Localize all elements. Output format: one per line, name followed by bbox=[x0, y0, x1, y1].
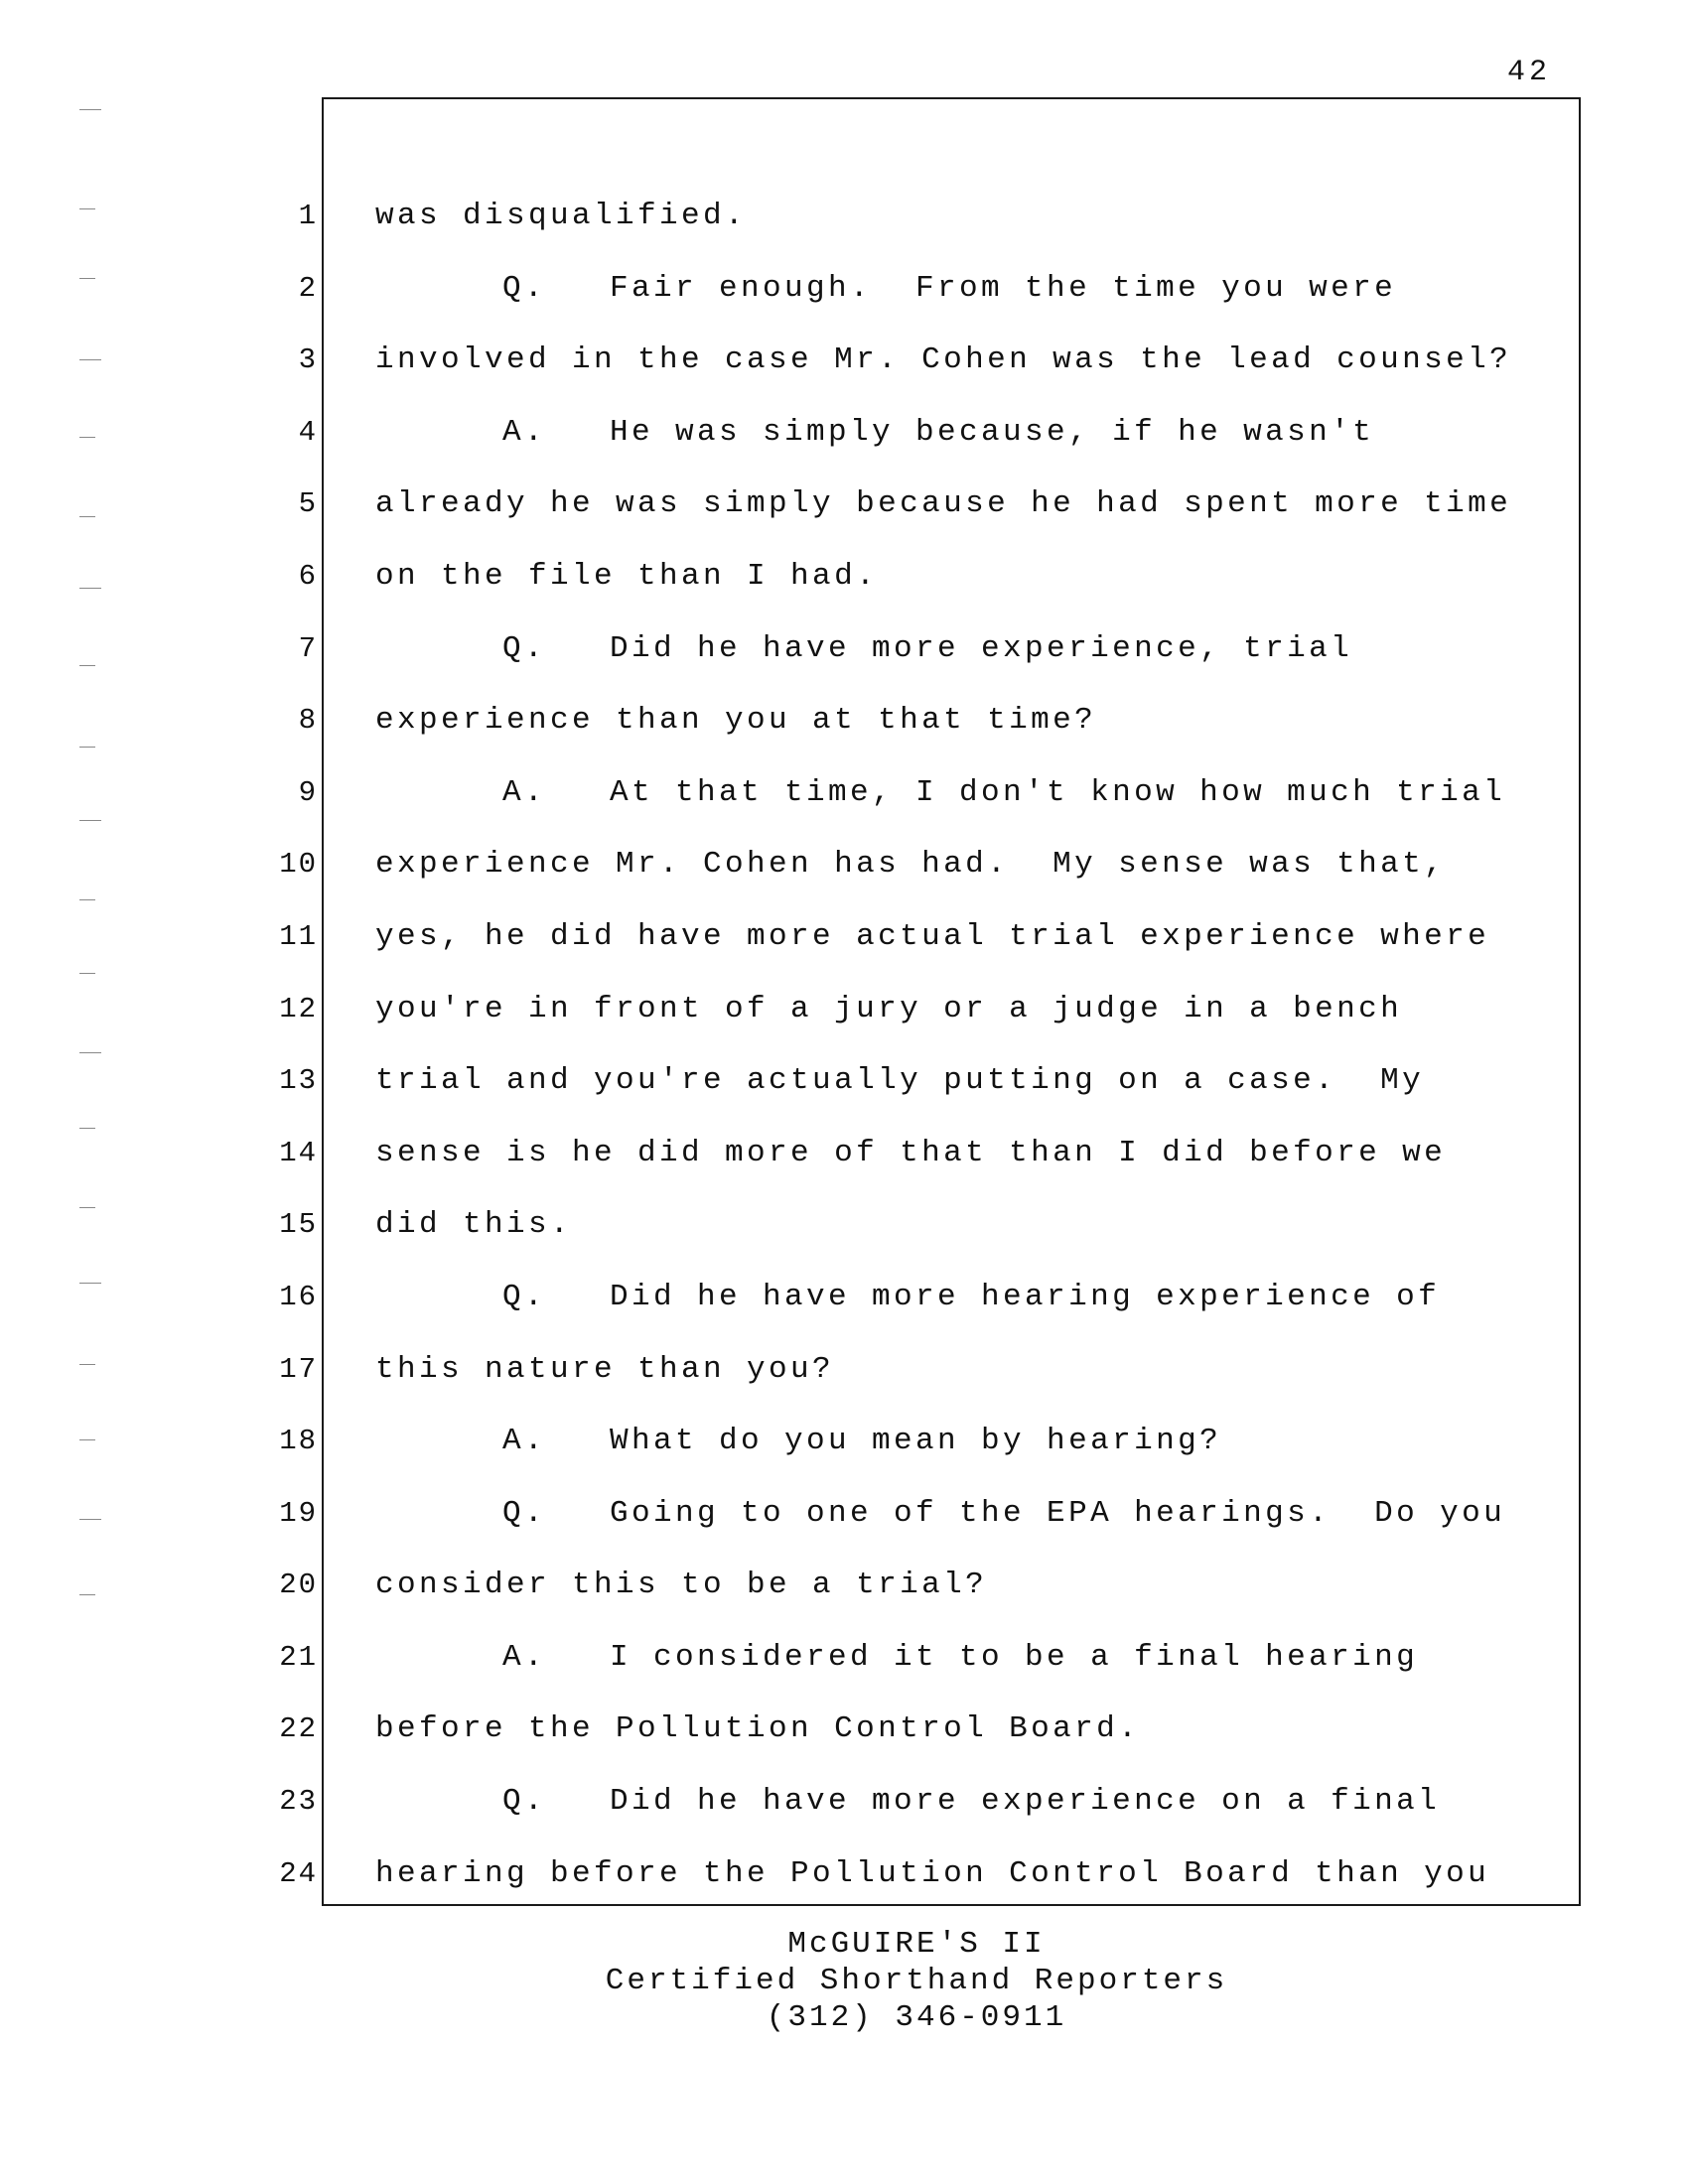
answer-marker: A. bbox=[502, 774, 547, 810]
line-number: 19 bbox=[279, 1496, 318, 1530]
transcript-text: before the Pollution Control Board. bbox=[375, 1711, 1141, 1747]
transcript-line bbox=[375, 1839, 1567, 1911]
transcript-text: yes, he did have more actual trial experience where bbox=[375, 918, 1490, 954]
scan-mark bbox=[79, 1207, 95, 1208]
transcript-text: Did he have more experience on a final bbox=[610, 1784, 1441, 1820]
transcript-line bbox=[375, 1189, 1567, 1262]
answer-marker: A. bbox=[502, 1424, 547, 1459]
transcript-text: Going to one of the EPA hearings. Do you bbox=[610, 1495, 1506, 1531]
reporter-subtitle: Certified Shorthand Reporters bbox=[605, 1964, 1228, 1998]
transcript-text: He was simply because, if he wasn't bbox=[610, 414, 1375, 450]
line-number: 12 bbox=[279, 992, 318, 1025]
transcript-line bbox=[375, 541, 1567, 614]
transcript-text: you're in front of a jury or a judge in a bench bbox=[375, 991, 1403, 1026]
scan-mark bbox=[79, 109, 101, 110]
line-number: 16 bbox=[279, 1280, 318, 1313]
line-number: 2 bbox=[298, 271, 318, 305]
answer-marker: A. bbox=[502, 414, 547, 450]
scan-mark bbox=[79, 1364, 95, 1365]
line-number: 1 bbox=[298, 200, 318, 232]
scan-mark bbox=[79, 973, 95, 974]
transcript-text: At that time, I don't know how much trial bbox=[610, 774, 1506, 810]
transcript-line bbox=[375, 1262, 1567, 1334]
scan-mark bbox=[79, 665, 95, 666]
line-number: 23 bbox=[279, 1785, 318, 1819]
scan-mark bbox=[79, 899, 95, 900]
transcript-line bbox=[375, 901, 1567, 974]
transcript-text: consider this to be a trial? bbox=[375, 1568, 988, 1603]
line-number: 17 bbox=[279, 1352, 318, 1386]
line-number: 3 bbox=[298, 343, 318, 377]
transcript-line bbox=[375, 829, 1567, 901]
transcript-line bbox=[375, 1406, 1567, 1478]
line-number: 6 bbox=[298, 559, 318, 593]
question-marker: Q. bbox=[502, 1495, 547, 1531]
transcript-text: I considered it to be a final hearing bbox=[610, 1639, 1419, 1675]
transcript-line bbox=[375, 397, 1567, 470]
line-number: 13 bbox=[279, 1064, 318, 1098]
transcript-line bbox=[375, 1694, 1567, 1766]
transcript-text: experience than you at that time? bbox=[375, 703, 1097, 739]
transcript-line bbox=[375, 1478, 1567, 1551]
reporter-company: McGUIRE'S II bbox=[787, 1927, 1046, 1962]
scan-mark bbox=[79, 278, 95, 279]
line-number: 20 bbox=[279, 1569, 318, 1602]
line-number: 22 bbox=[279, 1712, 318, 1746]
answer-marker: A. bbox=[502, 1639, 547, 1675]
transcript-line bbox=[375, 1045, 1567, 1118]
question-marker: Q. bbox=[502, 270, 547, 306]
transcript-text: this nature than you? bbox=[375, 1351, 835, 1387]
transcript-line bbox=[375, 757, 1567, 830]
transcript-body bbox=[375, 181, 1567, 1910]
transcript-line bbox=[375, 1766, 1567, 1839]
scan-mark bbox=[79, 437, 95, 438]
scan-mark bbox=[79, 747, 95, 748]
question-marker: Q. bbox=[502, 1279, 547, 1314]
transcript-text: involved in the case Mr. Cohen was the lead counsel? bbox=[375, 342, 1512, 378]
line-number: 4 bbox=[298, 415, 318, 449]
transcript-text: experience Mr. Cohen has had. My sense was that, bbox=[375, 847, 1447, 883]
transcript-line bbox=[375, 253, 1567, 326]
transcript-line bbox=[375, 469, 1567, 541]
line-number: 10 bbox=[279, 848, 318, 882]
scan-mark bbox=[79, 1128, 95, 1129]
transcript-line bbox=[375, 974, 1567, 1046]
transcript-line bbox=[375, 325, 1567, 397]
transcript-text: was disqualified. bbox=[375, 199, 748, 233]
reporter-footer bbox=[0, 1926, 1684, 2036]
transcript-line bbox=[375, 614, 1567, 686]
transcript-line bbox=[375, 1118, 1567, 1190]
line-number-column bbox=[238, 181, 318, 1910]
transcript-line bbox=[375, 181, 1567, 253]
line-number: 24 bbox=[279, 1856, 318, 1890]
question-marker: Q. bbox=[502, 1784, 547, 1820]
transcript-line bbox=[375, 1622, 1567, 1695]
scan-mark bbox=[79, 1519, 101, 1520]
transcript-text: sense is he did more of that than I did before we bbox=[375, 1135, 1447, 1170]
transcript-text: What do you mean by hearing? bbox=[610, 1424, 1222, 1459]
question-marker: Q. bbox=[502, 630, 547, 666]
line-number: 15 bbox=[279, 1208, 318, 1242]
transcript-line bbox=[375, 1334, 1567, 1407]
line-number: 21 bbox=[279, 1640, 318, 1674]
reporter-phone: (312) 346-0911 bbox=[766, 2000, 1067, 2035]
transcript-line bbox=[375, 685, 1567, 757]
transcript-text: did this. bbox=[375, 1207, 573, 1243]
line-number: 18 bbox=[279, 1425, 318, 1458]
line-number: 9 bbox=[298, 775, 318, 809]
scan-mark bbox=[79, 820, 101, 821]
transcript-text: trial and you're actually putting on a case. My bbox=[375, 1063, 1425, 1099]
line-number: 14 bbox=[279, 1136, 318, 1169]
line-number: 7 bbox=[298, 631, 318, 665]
line-number: 11 bbox=[279, 919, 318, 953]
transcript-text: on the file than I had. bbox=[375, 558, 879, 594]
scan-mark bbox=[79, 359, 101, 360]
transcript-line bbox=[375, 1550, 1567, 1622]
line-number: 8 bbox=[298, 704, 318, 738]
page-number: 42 bbox=[1506, 56, 1551, 89]
scan-mark bbox=[79, 1439, 95, 1440]
scan-mark bbox=[79, 1052, 101, 1053]
transcript-text: Fair enough. From the time you were bbox=[610, 270, 1397, 306]
transcript-text: Did he have more experience, trial bbox=[610, 630, 1353, 666]
scan-mark bbox=[79, 208, 95, 209]
scan-mark bbox=[79, 588, 101, 589]
scan-mark bbox=[79, 516, 95, 517]
transcript-text: Did he have more hearing experience of bbox=[610, 1279, 1441, 1314]
transcript-text: already he was simply because he had spent more time bbox=[375, 486, 1512, 522]
scan-mark bbox=[79, 1283, 101, 1284]
scan-mark bbox=[79, 1594, 95, 1595]
transcript-text: hearing before the Pollution Control Board than you bbox=[375, 1855, 1490, 1891]
line-number: 5 bbox=[298, 487, 318, 521]
